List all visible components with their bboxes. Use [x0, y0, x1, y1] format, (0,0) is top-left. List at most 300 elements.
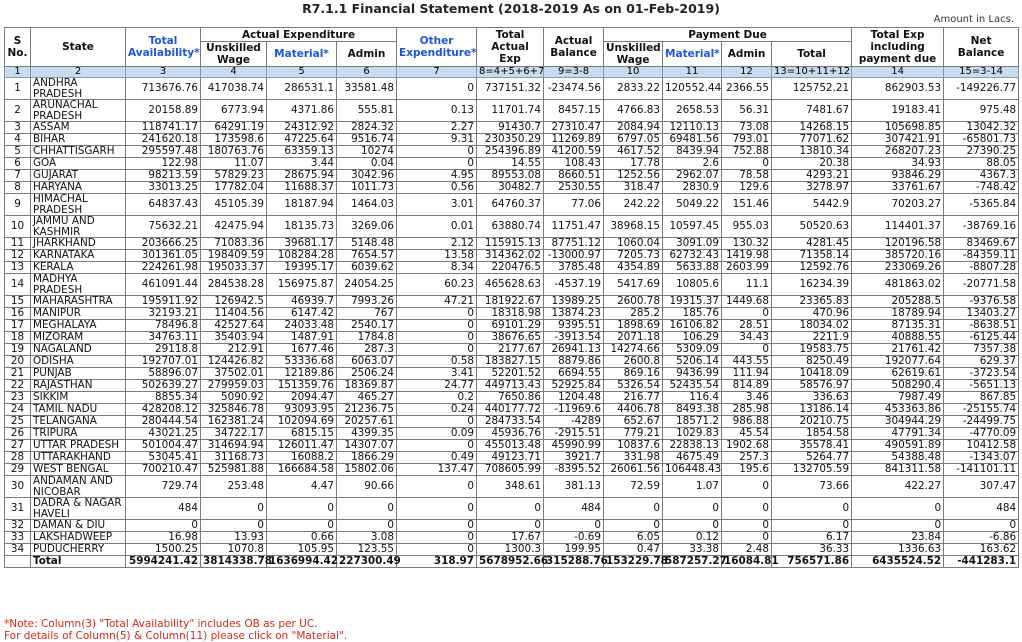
value-cell: 0 [337, 520, 397, 532]
header-other-expenditure-link[interactable]: Other Expenditure* [397, 28, 477, 67]
col-index: 12 [722, 67, 772, 78]
value-cell: 2.6 [663, 158, 722, 170]
value-cell: 10805.6 [663, 274, 722, 296]
value-cell: 2071.18 [604, 332, 663, 344]
value-cell: -8638.51 [944, 320, 1019, 332]
value-cell: 69101.29 [477, 320, 544, 332]
value-cell: 16088.2 [267, 452, 337, 464]
value-cell: 89553.08 [477, 170, 544, 182]
value-cell: 1464.03 [337, 194, 397, 216]
col-index: 9=3-8 [544, 67, 604, 78]
value-cell: 38676.65 [477, 332, 544, 344]
header-pd-material-link[interactable]: Material* [663, 42, 722, 67]
value-cell: 47.21 [397, 296, 477, 308]
state-cell: KERALA [31, 262, 126, 274]
value-cell: 13042.32 [944, 122, 1019, 134]
value-cell: 3921.7 [544, 452, 604, 464]
header-actual-balance: Actual Balance [544, 28, 604, 67]
value-cell: 17.78 [604, 158, 663, 170]
value-cell: 3814338.78 [201, 556, 267, 568]
value-cell: 6797.05 [604, 134, 663, 146]
value-cell: 50520.63 [772, 216, 852, 238]
serial-cell: 28 [5, 452, 31, 464]
table-row [5, 520, 1019, 532]
value-cell: 0 [201, 520, 267, 532]
value-cell: 2824.32 [337, 122, 397, 134]
value-cell: 28675.94 [267, 170, 337, 182]
value-cell: 20210.75 [772, 416, 852, 428]
value-cell: 10418.09 [772, 368, 852, 380]
value-cell: 8493.38 [663, 404, 722, 416]
value-cell: 268207.23 [852, 146, 944, 158]
value-cell: 841311.58 [852, 464, 944, 476]
value-cell: 0 [477, 498, 544, 520]
value-cell: 0 [772, 520, 852, 532]
serial-cell: 9 [5, 194, 31, 216]
value-cell: 0.58 [397, 356, 477, 368]
value-cell: 325846.78 [201, 404, 267, 416]
footnote-material: For details of Column(5) & Column(11) please click on "Material". [4, 630, 348, 642]
serial-cell: 16 [5, 308, 31, 320]
state-cell: TAMIL NADU [31, 404, 126, 416]
table-row [5, 274, 1019, 296]
value-cell: 105.95 [267, 544, 337, 556]
value-cell: 4281.45 [772, 238, 852, 250]
value-cell: 35578.41 [772, 440, 852, 452]
value-cell: 98213.59 [126, 170, 201, 182]
state-cell: LAKSHADWEEP [31, 532, 126, 544]
value-cell: 2658.53 [663, 100, 722, 122]
value-cell: 13186.14 [772, 404, 852, 416]
value-cell: 1060.04 [604, 238, 663, 250]
value-cell: 0 [722, 158, 772, 170]
value-cell: 4406.78 [604, 404, 663, 416]
value-cell: 2094.47 [267, 392, 337, 404]
value-cell: -11969.6 [544, 404, 604, 416]
value-cell: 173598.6 [201, 134, 267, 146]
value-cell: 3278.97 [772, 182, 852, 194]
value-cell: 0 [397, 320, 477, 332]
table-row [5, 320, 1019, 332]
value-cell: 45990.99 [544, 440, 604, 452]
value-cell: 45105.39 [201, 194, 267, 216]
value-cell: 0 [852, 520, 944, 532]
value-cell: -9376.58 [944, 296, 1019, 308]
value-cell: 18318.98 [477, 308, 544, 320]
value-cell: 484 [944, 498, 1019, 520]
value-cell: 0.2 [397, 392, 477, 404]
value-cell: 4.95 [397, 170, 477, 182]
value-cell: -748.42 [944, 182, 1019, 194]
state-cell: Total [31, 556, 126, 568]
value-cell: -84359.11 [944, 250, 1019, 262]
table-row [5, 262, 1019, 274]
value-cell: 0.56 [397, 182, 477, 194]
value-cell: 417038.74 [201, 78, 267, 100]
value-cell: 30482.7 [477, 182, 544, 194]
value-cell: 0 [397, 308, 477, 320]
value-cell: 115915.13 [477, 238, 544, 250]
value-cell: 0 [397, 78, 477, 100]
value-cell: 5442.9 [772, 194, 852, 216]
serial-cell: 23 [5, 392, 31, 404]
state-cell: JAMMU AND KASHMIR [31, 216, 126, 238]
state-cell: ANDHRA PRADESH [31, 78, 126, 100]
value-cell: -1343.07 [944, 452, 1019, 464]
value-cell: 3042.96 [337, 170, 397, 182]
value-cell: 198409.59 [201, 250, 267, 262]
value-cell: 91430.7 [477, 122, 544, 134]
value-cell: 33581.48 [337, 78, 397, 100]
value-cell: 1419.98 [722, 250, 772, 262]
value-cell: 19183.41 [852, 100, 944, 122]
value-cell: 869.16 [604, 368, 663, 380]
value-cell: 15802.06 [337, 464, 397, 476]
value-cell: 11.1 [722, 274, 772, 296]
value-cell: 8660.51 [544, 170, 604, 182]
value-cell: 5206.14 [663, 356, 722, 368]
value-cell: 24054.25 [337, 274, 397, 296]
col-index: 15=3-14 [944, 67, 1019, 78]
value-cell: -5365.84 [944, 194, 1019, 216]
value-cell: 955.03 [722, 216, 772, 238]
table-row [5, 146, 1019, 158]
col-index: 11 [663, 67, 722, 78]
header-unskilled-wage: Unskilled Wage [201, 42, 267, 67]
value-cell: 36.33 [772, 544, 852, 556]
value-cell: 0 [663, 520, 722, 532]
value-cell: 62732.43 [663, 250, 722, 262]
value-cell: 0 [397, 520, 477, 532]
value-cell: 2600.78 [604, 296, 663, 308]
value-cell: 75632.21 [126, 216, 201, 238]
value-cell: 18789.94 [852, 308, 944, 320]
state-cell: ARUNACHAL PRADESH [31, 100, 126, 122]
value-cell: 10837.6 [604, 440, 663, 452]
value-cell: 508290.4 [852, 380, 944, 392]
col-index: 14 [852, 67, 944, 78]
value-cell: 11751.47 [544, 216, 604, 238]
value-cell: 3.41 [397, 368, 477, 380]
value-cell: 453363.86 [852, 404, 944, 416]
value-cell: 17782.04 [201, 182, 267, 194]
state-cell: GUJARAT [31, 170, 126, 182]
value-cell: 315288.76 [544, 556, 604, 568]
value-cell: -23474.56 [544, 78, 604, 100]
table-row [5, 404, 1019, 416]
value-cell: 7987.49 [852, 392, 944, 404]
table-row [5, 368, 1019, 380]
value-cell: 0.13 [397, 100, 477, 122]
state-cell: TELANGANA [31, 416, 126, 428]
value-cell: 205288.5 [852, 296, 944, 308]
serial-cell: 4 [5, 134, 31, 146]
value-cell: 34722.17 [201, 428, 267, 440]
value-cell: -2915.51 [544, 428, 604, 440]
total-row [5, 556, 1019, 568]
value-cell: 106448.43 [663, 464, 722, 476]
serial-cell: 3 [5, 122, 31, 134]
value-cell: 2211.9 [772, 332, 852, 344]
serial-cell: 5 [5, 146, 31, 158]
state-cell: ASSAM [31, 122, 126, 134]
value-cell: 4766.83 [604, 100, 663, 122]
value-cell: 1336.63 [852, 544, 944, 556]
value-cell: 20.38 [772, 158, 852, 170]
value-cell: 0 [397, 332, 477, 344]
value-cell: 1866.29 [337, 452, 397, 464]
value-cell: 102094.69 [267, 416, 337, 428]
value-cell: 0 [337, 498, 397, 520]
header-admin: Admin [337, 42, 397, 67]
value-cell: 7481.67 [772, 100, 852, 122]
value-cell: 10412.58 [944, 440, 1019, 452]
col-index: 4 [201, 67, 267, 78]
value-cell: 314694.94 [201, 440, 267, 452]
value-cell: 443.55 [722, 356, 772, 368]
header-total-availability-link[interactable]: Total Availability* [126, 28, 201, 67]
table-row [5, 464, 1019, 476]
value-cell: 20257.61 [337, 416, 397, 428]
value-cell: 301361.05 [126, 250, 201, 262]
value-cell: 242.22 [604, 194, 663, 216]
value-cell: -20771.58 [944, 274, 1019, 296]
value-cell: 0 [397, 498, 477, 520]
value-cell: 5049.22 [663, 194, 722, 216]
header-actual-expenditure: Actual Expenditure [201, 28, 397, 42]
value-cell: 385720.16 [852, 250, 944, 262]
value-cell: 0 [722, 520, 772, 532]
value-cell: 38968.15 [604, 216, 663, 238]
value-cell: 6815.15 [267, 428, 337, 440]
value-cell: 6147.42 [267, 308, 337, 320]
serial-cell: 31 [5, 498, 31, 520]
value-cell: 3.08 [337, 532, 397, 544]
value-cell: 137.47 [397, 464, 477, 476]
value-cell: 428208.12 [126, 404, 201, 416]
value-cell: 45.54 [722, 428, 772, 440]
table-row [5, 532, 1019, 544]
value-cell: 0.12 [663, 532, 722, 544]
value-cell: -4537.19 [544, 274, 604, 296]
value-cell: 126011.47 [267, 440, 337, 452]
serial-cell: 24 [5, 404, 31, 416]
serial-cell: 12 [5, 250, 31, 262]
value-cell: 0.47 [604, 544, 663, 556]
value-cell: 60.23 [397, 274, 477, 296]
value-cell: 151.46 [722, 194, 772, 216]
serial-cell: 30 [5, 476, 31, 498]
value-cell: 77071.62 [772, 134, 852, 146]
value-cell: 5309.09 [663, 344, 722, 356]
value-cell: 40888.55 [852, 332, 944, 344]
value-cell: 24.77 [397, 380, 477, 392]
value-cell: 120552.44 [663, 78, 722, 100]
value-cell: 126942.5 [201, 296, 267, 308]
value-cell: 4367.3 [944, 170, 1019, 182]
header-sno: S No. [5, 28, 31, 67]
serial-cell: 34 [5, 544, 31, 556]
value-cell: 130.32 [722, 238, 772, 250]
value-cell: 17.67 [477, 532, 544, 544]
col-index: 7 [397, 67, 477, 78]
value-cell: 2600.8 [604, 356, 663, 368]
value-cell: 132705.59 [772, 464, 852, 476]
value-cell: 64291.19 [201, 122, 267, 134]
value-cell: 767 [337, 308, 397, 320]
value-cell: 54388.48 [852, 452, 944, 464]
value-cell: 18135.73 [267, 216, 337, 238]
value-cell: 58896.07 [126, 368, 201, 380]
value-cell: 6063.07 [337, 356, 397, 368]
value-cell: 6.17 [772, 532, 852, 544]
value-cell: 708605.99 [477, 464, 544, 476]
value-cell: 348.61 [477, 476, 544, 498]
value-cell: 0.49 [397, 452, 477, 464]
table-row [5, 452, 1019, 464]
header-pd-unskilled-wage: Unskilled Wage [604, 42, 663, 67]
value-cell: 195911.92 [126, 296, 201, 308]
value-cell: 153229.78 [604, 556, 663, 568]
value-cell: 73.08 [722, 122, 772, 134]
value-cell: 71358.14 [772, 250, 852, 262]
value-cell: 257.3 [722, 452, 772, 464]
value-cell: 0 [604, 498, 663, 520]
value-cell: 14307.07 [337, 440, 397, 452]
value-cell: 4399.35 [337, 428, 397, 440]
value-cell: 0 [267, 498, 337, 520]
value-cell: 1449.68 [722, 296, 772, 308]
value-cell: 280444.54 [126, 416, 201, 428]
value-cell: 0.24 [397, 404, 477, 416]
value-cell: 314362.02 [477, 250, 544, 262]
value-cell: 713676.76 [126, 78, 201, 100]
value-cell: 166684.58 [267, 464, 337, 476]
value-cell: 7650.86 [477, 392, 544, 404]
financial-statement-table [4, 27, 1019, 568]
value-cell: 13810.34 [772, 146, 852, 158]
value-cell: 484 [544, 498, 604, 520]
value-cell: 481863.02 [852, 274, 944, 296]
state-cell: DAMAN & DIU [31, 520, 126, 532]
column-index-row [5, 67, 1019, 78]
value-cell: 0 [722, 308, 772, 320]
value-cell: 285.2 [604, 308, 663, 320]
value-cell: 5326.54 [604, 380, 663, 392]
value-cell: 9436.99 [663, 368, 722, 380]
value-cell: 27390.25 [944, 146, 1019, 158]
serial-cell: 19 [5, 344, 31, 356]
value-cell: 331.98 [604, 452, 663, 464]
value-cell: 26941.13 [544, 344, 604, 356]
value-cell: 27310.47 [544, 122, 604, 134]
value-cell: 16106.82 [663, 320, 722, 332]
header-material-link[interactable]: Material* [267, 42, 337, 67]
value-cell: 6435524.52 [852, 556, 944, 568]
value-cell: 24312.92 [267, 122, 337, 134]
value-cell: 304944.29 [852, 416, 944, 428]
value-cell: 1636994.42 [267, 556, 337, 568]
serial-cell: 21 [5, 368, 31, 380]
value-cell: 52925.84 [544, 380, 604, 392]
value-cell: 88.05 [944, 158, 1019, 170]
value-cell: 42475.94 [201, 216, 267, 238]
value-cell: -141101.11 [944, 464, 1019, 476]
table-row [5, 100, 1019, 122]
header-payment-due: Payment Due [604, 28, 852, 42]
value-cell: 318.97 [397, 556, 477, 568]
value-cell: 129.6 [722, 182, 772, 194]
serial-cell: 27 [5, 440, 31, 452]
value-cell: 72.59 [604, 476, 663, 498]
value-cell: 63880.74 [477, 216, 544, 238]
value-cell: 555.81 [337, 100, 397, 122]
value-cell: 440177.72 [477, 404, 544, 416]
value-cell: 2.48 [722, 544, 772, 556]
value-cell: 0.01 [397, 216, 477, 238]
value-cell: 125752.21 [772, 78, 852, 100]
value-cell: 6694.55 [544, 368, 604, 380]
value-cell: 0 [397, 476, 477, 498]
value-cell: 71083.36 [201, 238, 267, 250]
value-cell: 241620.18 [126, 134, 201, 146]
value-cell: 203666.25 [126, 238, 201, 250]
table-row [5, 440, 1019, 452]
unit-label: Amount in Lacs. [933, 14, 1014, 25]
value-cell: 108.43 [544, 158, 604, 170]
state-cell: MADHYA PRADESH [31, 274, 126, 296]
col-index: 2 [31, 67, 126, 78]
value-cell: 737151.32 [477, 78, 544, 100]
value-cell: 47225.64 [267, 134, 337, 146]
serial-cell: 8 [5, 182, 31, 194]
value-cell: 8457.15 [544, 100, 604, 122]
state-cell: TRIPURA [31, 428, 126, 440]
table-row [5, 380, 1019, 392]
value-cell: -4770.09 [944, 428, 1019, 440]
value-cell: -5651.13 [944, 380, 1019, 392]
value-cell: 120196.58 [852, 238, 944, 250]
serial-cell: 18 [5, 332, 31, 344]
value-cell: 1.07 [663, 476, 722, 498]
value-cell: 2603.99 [722, 262, 772, 274]
value-cell: 4.47 [267, 476, 337, 498]
table-row [5, 194, 1019, 216]
value-cell: 8439.94 [663, 146, 722, 158]
value-cell: 233069.26 [852, 262, 944, 274]
value-cell: 0 [397, 146, 477, 158]
value-cell: 3785.48 [544, 262, 604, 274]
table-row [5, 250, 1019, 262]
value-cell: 199.95 [544, 544, 604, 556]
value-cell: 46939.7 [267, 296, 337, 308]
value-cell: 4293.21 [772, 170, 852, 182]
value-cell: 16.98 [126, 532, 201, 544]
state-cell: BIHAR [31, 134, 126, 146]
state-cell: GOA [31, 158, 126, 170]
table-row [5, 544, 1019, 556]
state-cell: ODISHA [31, 356, 126, 368]
value-cell: 163.62 [944, 544, 1019, 556]
value-cell: 14.55 [477, 158, 544, 170]
value-cell: 1854.58 [772, 428, 852, 440]
table-row [5, 182, 1019, 194]
value-cell: 70203.27 [852, 194, 944, 216]
value-cell: 23365.83 [772, 296, 852, 308]
table-row [5, 356, 1019, 368]
value-cell: 752.88 [722, 146, 772, 158]
value-cell: 0 [722, 532, 772, 544]
